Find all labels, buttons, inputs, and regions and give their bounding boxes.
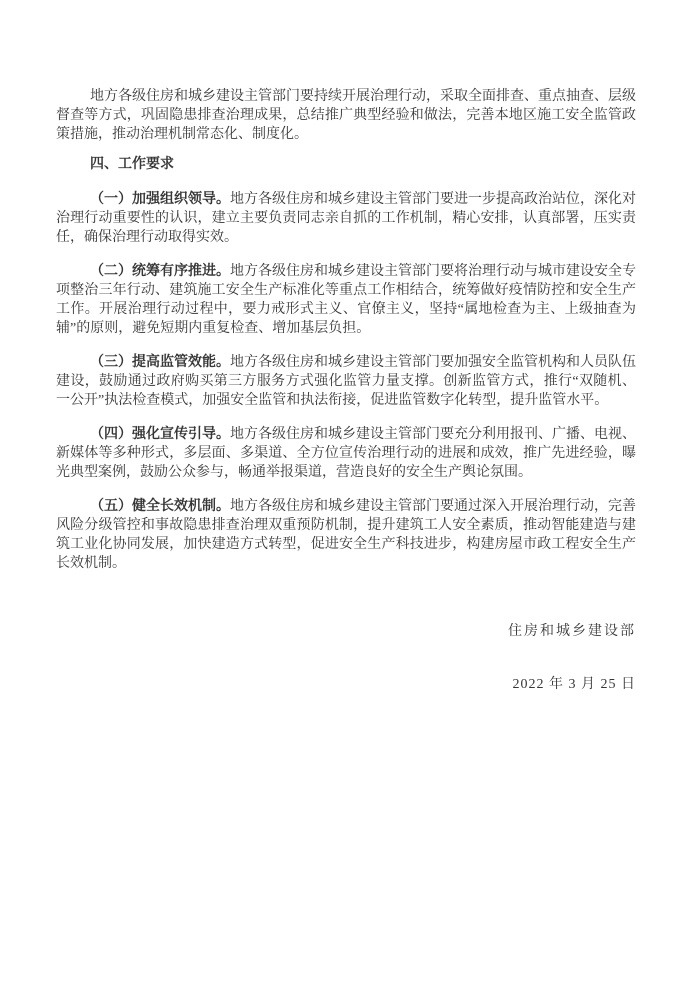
work-item-4 <box>56 425 636 482</box>
document-body <box>56 87 636 708</box>
issuing-authority-signature: 住房和城乡建设部 <box>508 624 636 639</box>
work-item-2 <box>56 262 636 338</box>
work-item-4-body: 地方各级住房和城乡建设主管部门要充分利用报刊、广播、电视、新媒体等多种形式，多层面、多渠道、全方位宣传治理行动的进展和成效，推广先进经验，曝光典型案例，鼓励公众参与，畅通举报渠道，营造良好的安全生产舆论氛围。 <box>56 427 636 480</box>
work-item-3-body: 地方各级住房和城乡建设主管部门要加强安全监管机构和人员队伍建设，鼓励通过政府购买第三方服务方式强化监管力量支撑。创新监管方式，推行“双随机、一公开”执法检查模式，加强安全监管和执法衔接，促进监管数字化转型，提升监管水平。 <box>56 355 636 408</box>
work-item-5-lead: （五）健全长效机制。 <box>90 499 230 514</box>
work-item-3-lead: （三）提高监管效能。 <box>90 355 230 370</box>
work-item-3 <box>56 353 636 410</box>
work-item-2-lead: （二）统筹有序推进。 <box>90 264 230 279</box>
work-item-1-body: 地方各级住房和城乡建设主管部门要进一步提高政治站位，深化对治理行动重要性的认识，建立主要负责同志亲自抓的工作机制，精心安排，认真部署，压实责任，确保治理行动取得实效。 <box>56 192 636 245</box>
section-heading: 四、工作要求 <box>90 157 174 172</box>
intro-paragraph: 地方各级住房和城乡建设主管部门要持续开展治理行动，采取全面排查、重点抽查、层级督查等方式，巩固隐患排查治理成果，总结推广典型经验和做法，完善本地区施工安全监管政策措施，推动治理机制常态化、制度化。 <box>56 89 636 142</box>
work-item-5 <box>56 497 636 573</box>
work-item-1-lead: （一）加强组织领导。 <box>90 192 230 207</box>
work-item-4-lead: （四）强化宣传引导。 <box>90 427 230 442</box>
document-date: 2022 年 3 月 25 日 <box>512 677 636 692</box>
work-item-1 <box>56 190 636 247</box>
work-item-5-body: 地方各级住房和城乡建设主管部门要通过深入开展治理行动，完善风险分级管控和事故隐患排查治理双重预防机制，提升建筑工人安全素质，推动智能建造与建筑工业化协同发展，加快建造方式转型，促进安全生产科技进步，构建房屋市政工程安全生产长效机制。 <box>56 499 636 571</box>
work-item-2-body: 地方各级住房和城乡建设主管部门要将治理行动与城市建设安全专项整治三年行动、建筑施工安全生产标准化等重点工作相结合，统筹做好疫情防控和安全生产工作。开展治理行动过程中，要力戒形式主义、官僚主义，坚持“属地检查为主、上级抽查为辅”的原则，避免短期内重复检查、增加基层负担。 <box>56 264 636 336</box>
